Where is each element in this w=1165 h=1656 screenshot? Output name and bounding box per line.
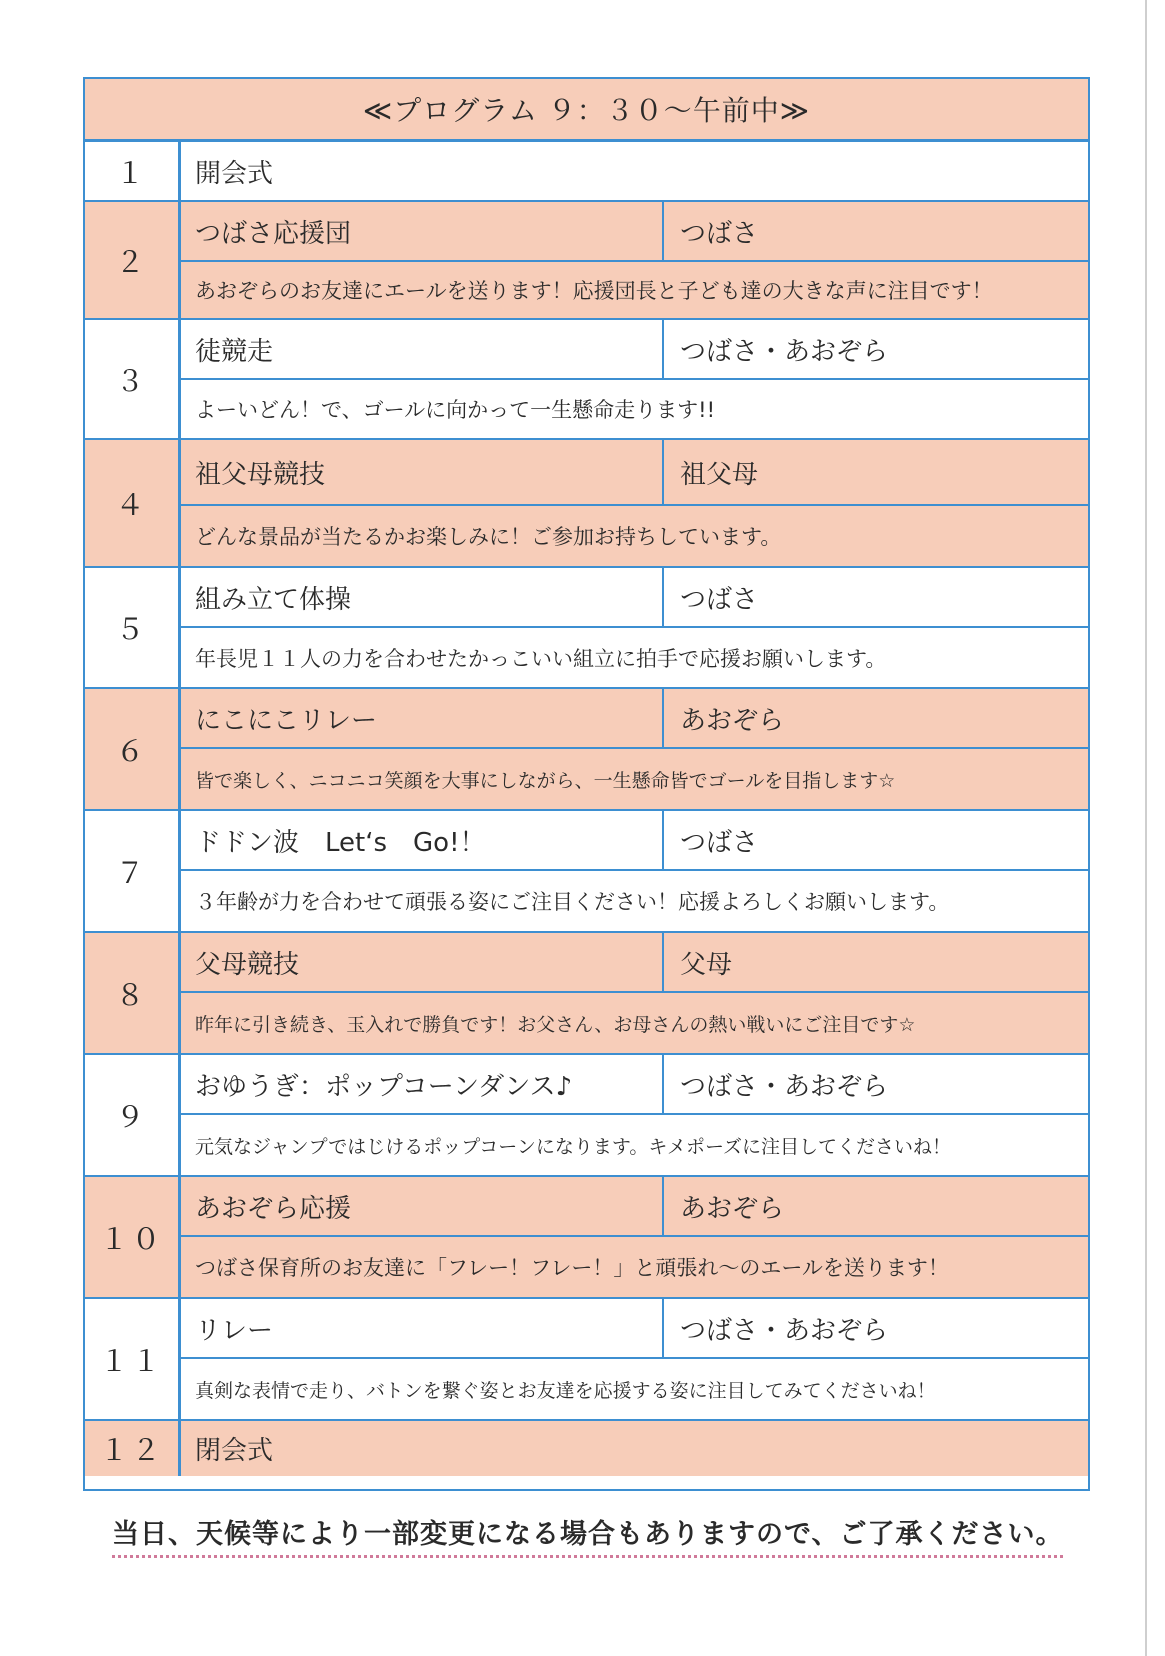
item-participants: つばさ	[680, 218, 759, 249]
program-row-11	[85, 1297, 1088, 1419]
item-participants: 祖父母	[680, 459, 759, 490]
program-row-12	[85, 1419, 1088, 1476]
program-row-4	[85, 438, 1088, 566]
item-name: 組み立て体操	[181, 568, 664, 626]
program-title: ≪プログラム ９：３０〜午前中≫	[85, 79, 1088, 142]
program-row-8	[85, 931, 1088, 1053]
item-participants: あおぞら	[680, 1193, 785, 1224]
footer-note: 当日、天候等により一部変更になる場合もありますので、ご了承ください。	[112, 1512, 1063, 1558]
item-name: 父母競技	[181, 933, 664, 991]
item-participants: つばさ	[680, 584, 759, 615]
item-description: よーいどん！で、ゴールに向かって一生懸命走ります!!	[195, 398, 715, 422]
item-number: ８	[85, 933, 181, 1053]
item-number: ９	[85, 1055, 181, 1175]
item-number: ５	[85, 568, 181, 687]
item-description: つばさ保育所のお友達に「フレー！フレー！」と頑張れ〜のエールを送ります！	[195, 1256, 949, 1280]
item-name: ドドン波 Let‘s Go!！	[181, 811, 664, 869]
item-number: １	[85, 142, 181, 200]
item-number: １１	[85, 1299, 181, 1419]
item-description: 真剣な表情で走り、バトンを繋ぐ姿とお友達を応援する姿に注目してみてくださいね！	[195, 1379, 936, 1402]
item-description: ３年齢が力を合わせて頑張る姿にご注目ください！応援よろしくお願いします。	[195, 890, 950, 914]
item-participants: 父母	[680, 949, 733, 980]
item-name: あおぞら応援	[181, 1177, 664, 1235]
program-row-3	[85, 318, 1088, 438]
item-number: １２	[85, 1421, 181, 1476]
item-description: 皆で楽しく、ニコニコ笑顔を大事にしながら、一生懸命皆でゴールを目指します☆	[195, 769, 896, 792]
item-participants: つばさ・あおぞら	[680, 1071, 889, 1102]
program-table	[83, 77, 1090, 1491]
item-name: にこにこリレー	[181, 689, 664, 747]
item-number: ３	[85, 320, 181, 438]
item-participants: あおぞら	[680, 705, 785, 736]
program-row-5	[85, 566, 1088, 687]
item-description: 昨年に引き続き、玉入れで勝負です！お父さん、お母さんの熱い戦いにご注目です☆	[195, 1013, 916, 1036]
item-name: つばさ応援団	[181, 202, 664, 260]
item-participants: つばさ・あおぞら	[680, 336, 889, 367]
item-number: ６	[85, 689, 181, 809]
item-number: １０	[85, 1177, 181, 1297]
item-number: ７	[85, 811, 181, 931]
program-row-7	[85, 809, 1088, 931]
page-edge	[1145, 0, 1147, 1656]
program-row-9	[85, 1053, 1088, 1175]
item-name: おゆうぎ：ポップコーンダンス♪	[181, 1055, 664, 1113]
program-row-2	[85, 200, 1088, 318]
item-number: ２	[85, 202, 181, 318]
item-name: 開会式	[195, 158, 274, 189]
program-row-10	[85, 1175, 1088, 1297]
item-number: ４	[85, 440, 181, 566]
item-participants: つばさ・あおぞら	[680, 1315, 889, 1346]
item-description: どんな景品が当たるかお楽しみに！ご参加お持ちしています。	[195, 525, 782, 549]
item-description: 年長児１１人の力を合わせたかっこいい組立に拍手で応援お願いします。	[195, 646, 887, 671]
program-row-6	[85, 687, 1088, 809]
item-description: 元気なジャンプではじけるポップコーンになります。キメポーズに注目してくださいね！	[195, 1135, 952, 1158]
item-name: 閉会式	[195, 1436, 274, 1466]
item-name: リレー	[181, 1299, 664, 1357]
item-participants: つばさ	[680, 827, 759, 858]
program-row-1	[85, 142, 1088, 200]
item-name: 徒競走	[181, 320, 664, 378]
item-description: あおぞらのお友達にエールを送ります！応援団長と子ども達の大きな声に注目です！	[195, 279, 993, 303]
item-name: 祖父母競技	[181, 440, 664, 504]
